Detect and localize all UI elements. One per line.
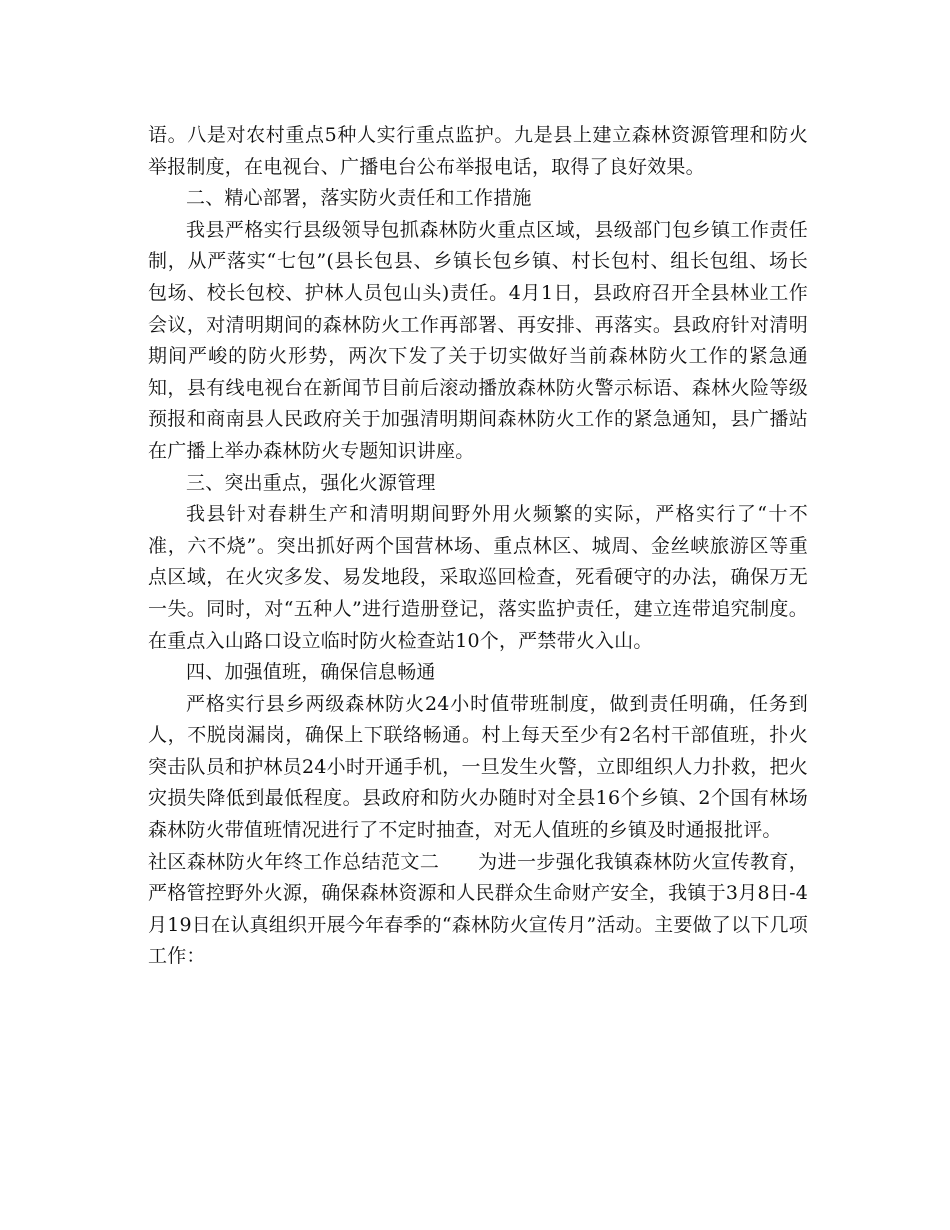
section-heading-3: 三、突出重点，强化火源管理: [186, 471, 436, 494]
paragraph-duty: 严格实行县乡两级森林防火24小时值带班制度，做到责任明确，任务到人，不脱岗漏岗，确保上下联络畅通。村上每天至少有2名村干部值班，扑火突击队员和护林员24小时开通手机，一旦发生火警，立即组织人力扑救，把火灾损失降低到最低程度。县政府和防火办随时对全县16个乡镇、2个国有林场森林防火带值班情况进行了不定时抽查，对无人值班的乡镇及时通报批评。: [148, 692, 808, 842]
paragraph-summary-two: 社区森林防火年终工作总结范文二 为进一步强化我镇森林防火宣传教育，严格管控野外火源，确保森林资源和人民群众生命财产安全，我镇于3月8日-4月19日在认真组织开展今年春季的“森林防火宣传月”活动。主要做了以下几项工作：: [148, 850, 808, 968]
section-heading-2: 二、精心部署，落实防火责任和工作措施: [186, 187, 532, 210]
paragraph-responsibility: 我县严格实行县级领导包抓森林防火重点区域，县级部门包乡镇工作责任制，从严落实“七包”(县长包县、乡镇长包乡镇、村长包村、组长包组、场长包场、校长包校、护林人员包山头)责任。4月1日，县政府召开全县林业工作会议，对清明期间的森林防火工作再部署、再安排、再落实。县政府针对清明期间严峻的防火形势，两次下发了关于切实做好当前森林防火工作的紧急通知，县有线电视台在新闻节目前后滚动播放森林防火警示标语、森林火险等级预报和商南县人民政府关于加强清明期间森林防火工作的紧急通知，县广播站在广播上举办森林防火专题知识讲座。: [148, 218, 808, 462]
paragraph-fire-source: 我县针对春耕生产和清明期间野外用火频繁的实际，严格实行了“十不准，六不烧”。突出抓好两个国营林场、重点林区、城周、金丝峡旅游区等重点区域，在火灾多发、易发地段，采取巡回检查，死看硬守的办法，确保万无一失。同时，对“五种人”进行造册登记，落实监护责任，建立连带追究制度。在重点入山路口设立临时防火检查站10个，严禁带火入山。: [148, 503, 808, 652]
document-body: [148, 120, 808, 973]
section-heading-4: 四、加强值班，确保信息畅通: [186, 661, 436, 684]
paragraph-continuation: 语。八是对农村重点5种人实行重点监护。九是县上建立森林资源管理和防火举报制度，在电视台、广播电台公布举报电话，取得了良好效果。: [148, 124, 808, 178]
